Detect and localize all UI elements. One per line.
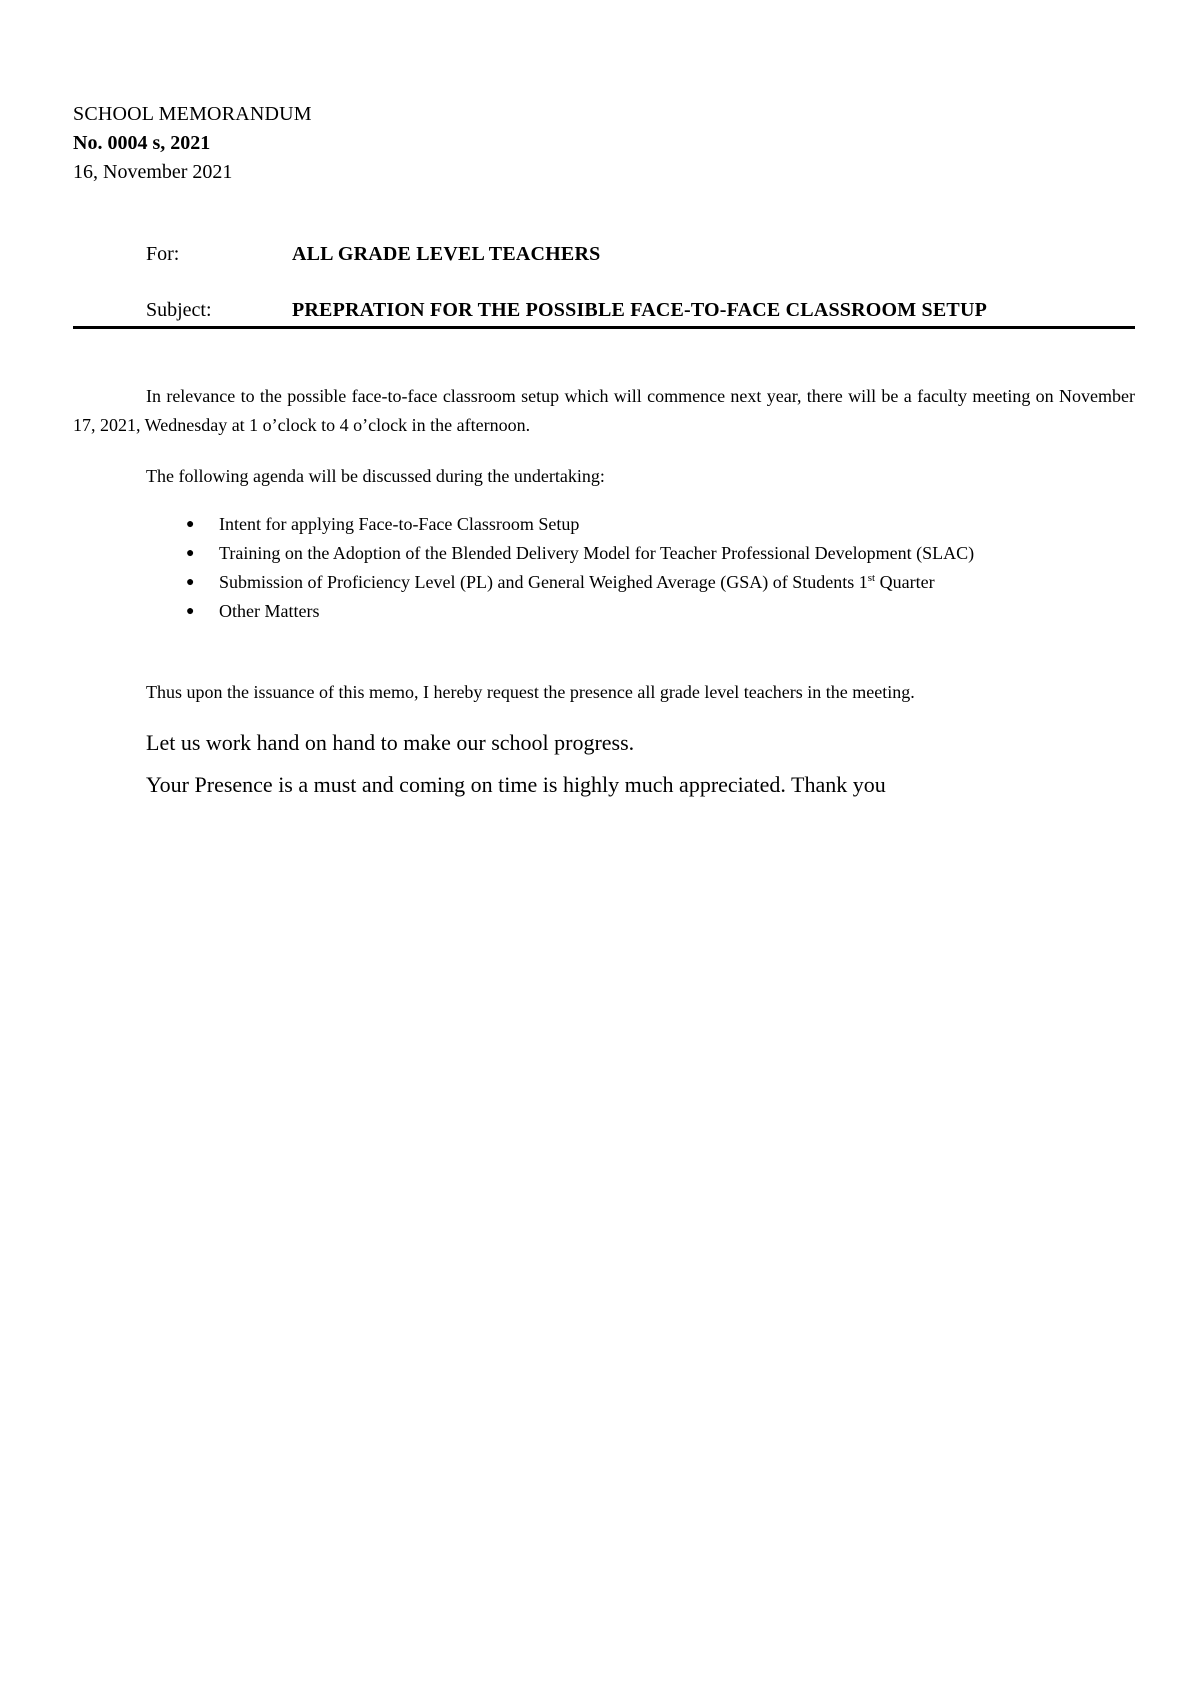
memo-number: No. 0004 s, 2021	[73, 132, 211, 154]
agenda-item	[146, 568, 1136, 597]
agenda-list	[146, 510, 1136, 626]
closing-paragraph: Thus upon the issuance of this memo, I hereby request the presence all grade level teachers in the meeting.	[146, 682, 915, 702]
recipient-label: For:	[146, 243, 180, 265]
recipient-row	[146, 240, 600, 268]
agenda-item-text: Submission of Proficiency Level (PL) and General Weighed Average (GSA) of Students 1	[219, 572, 868, 592]
bullet-icon: ●	[186, 517, 195, 532]
presence-line: Your Presence is a must and coming on time is highly much appreciated. Thank you	[146, 772, 886, 797]
subject-row	[146, 296, 987, 324]
bullet-icon: ●	[186, 604, 195, 619]
subject-label: Subject:	[146, 299, 212, 321]
header-divider	[73, 326, 1135, 329]
subject-value: PREPRATION FOR THE POSSIBLE FACE-TO-FACE CLASSROOM SETUP	[292, 299, 987, 321]
agenda-intro: The following agenda will be discussed during the undertaking:	[146, 466, 605, 486]
bullet-icon: ●	[186, 546, 195, 561]
memo-date: 16, November 2021	[73, 161, 233, 183]
agenda-item	[146, 539, 1136, 568]
ordinal-suffix: st	[867, 572, 876, 584]
agenda-item	[146, 597, 1136, 626]
agenda-item-tail: Quarter	[875, 572, 935, 592]
work-together-line: Let us work hand on hand to make our school progress.	[146, 730, 635, 755]
bullet-icon: ●	[186, 575, 195, 590]
memo-title: SCHOOL MEMORANDUM	[73, 103, 312, 125]
intro-paragraph: In relevance to the possible face-to-face classroom setup which will commence next year, there will be a faculty meeting on November 17, 2021, Wednesday at 1 o’clock to 4 o’clock in the afternoon.	[73, 386, 1135, 435]
recipient-value: ALL GRADE LEVEL TEACHERS	[292, 243, 601, 265]
agenda-item-text: Training on the Adoption of the Blended Delivery Model for Teacher Professional Development (SLAC)	[219, 543, 975, 563]
agenda-item-text: Other Matters	[219, 601, 320, 621]
agenda-item	[146, 510, 1136, 539]
memo-header	[73, 100, 312, 187]
agenda-item-text: Intent for applying Face-to-Face Classroom Setup	[219, 514, 580, 534]
